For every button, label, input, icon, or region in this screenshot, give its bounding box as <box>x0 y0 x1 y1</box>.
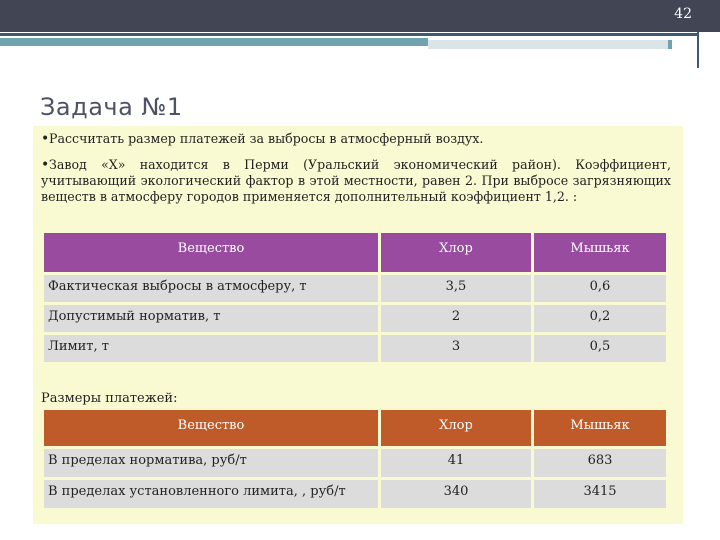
row-label: Допустимый норматив, т <box>44 305 378 332</box>
decor-rail-block-end <box>668 40 672 49</box>
decor-rail-line <box>0 33 697 36</box>
table-cell: 2 <box>381 305 531 332</box>
column-header: Хлор <box>381 410 531 446</box>
table-cell: 3 <box>381 335 531 362</box>
row-label: Фактическая выбросы в атмосферу, т <box>44 275 378 302</box>
table-row <box>44 275 666 302</box>
row-label: Лимит, т <box>44 335 378 362</box>
table-cell: 0,6 <box>534 275 666 302</box>
top-bar <box>0 0 720 32</box>
table-cell: 340 <box>381 480 531 508</box>
bullet-dot-icon: • <box>41 157 50 173</box>
emissions-table <box>41 230 669 365</box>
table-cell: 0,2 <box>534 305 666 332</box>
table-header-row <box>44 233 666 272</box>
table-row <box>44 305 666 332</box>
decor-rail-block-light <box>428 40 668 49</box>
table-row <box>44 480 666 508</box>
bullet-text: Завод «Х» находится в Перми (Уральский экономический район). Коэффициент, учитывающий экологический фактор в этой местности, равен 2. При выбросе загрязняющих веществ в атмосферу городов применяется дополнительный коэффициент 1,2. : <box>41 157 671 204</box>
table-header-row <box>44 410 666 446</box>
content-area <box>33 126 683 524</box>
slide-title: Задача №1 <box>40 93 183 121</box>
column-header: Мышьяк <box>534 410 666 446</box>
payments-caption: Размеры платежей: <box>41 391 178 406</box>
table-cell: 0,5 <box>534 335 666 362</box>
bullet-text: Рассчитать размер платежей за выбросы в атмосферный воздух. <box>49 131 484 146</box>
table-cell: 3,5 <box>381 275 531 302</box>
table-cell: 41 <box>381 449 531 477</box>
column-header: Вещество <box>44 233 378 272</box>
column-header: Вещество <box>44 410 378 446</box>
bullet-item <box>41 131 671 147</box>
row-label: В пределах установленного лимита, , руб/т <box>44 480 378 508</box>
table-row <box>44 335 666 362</box>
payments-table <box>41 407 669 511</box>
decor-rail-block <box>0 38 428 46</box>
slide-number: 42 <box>674 6 692 22</box>
table-row <box>44 449 666 477</box>
bullet-item <box>41 157 671 205</box>
row-label: В пределах норматива, руб/т <box>44 449 378 477</box>
column-header: Хлор <box>381 233 531 272</box>
bullet-dot-icon: • <box>41 131 50 147</box>
column-header: Мышьяк <box>534 233 666 272</box>
table-cell: 3415 <box>534 480 666 508</box>
decor-rail-vertical <box>697 32 699 68</box>
table-cell: 683 <box>534 449 666 477</box>
